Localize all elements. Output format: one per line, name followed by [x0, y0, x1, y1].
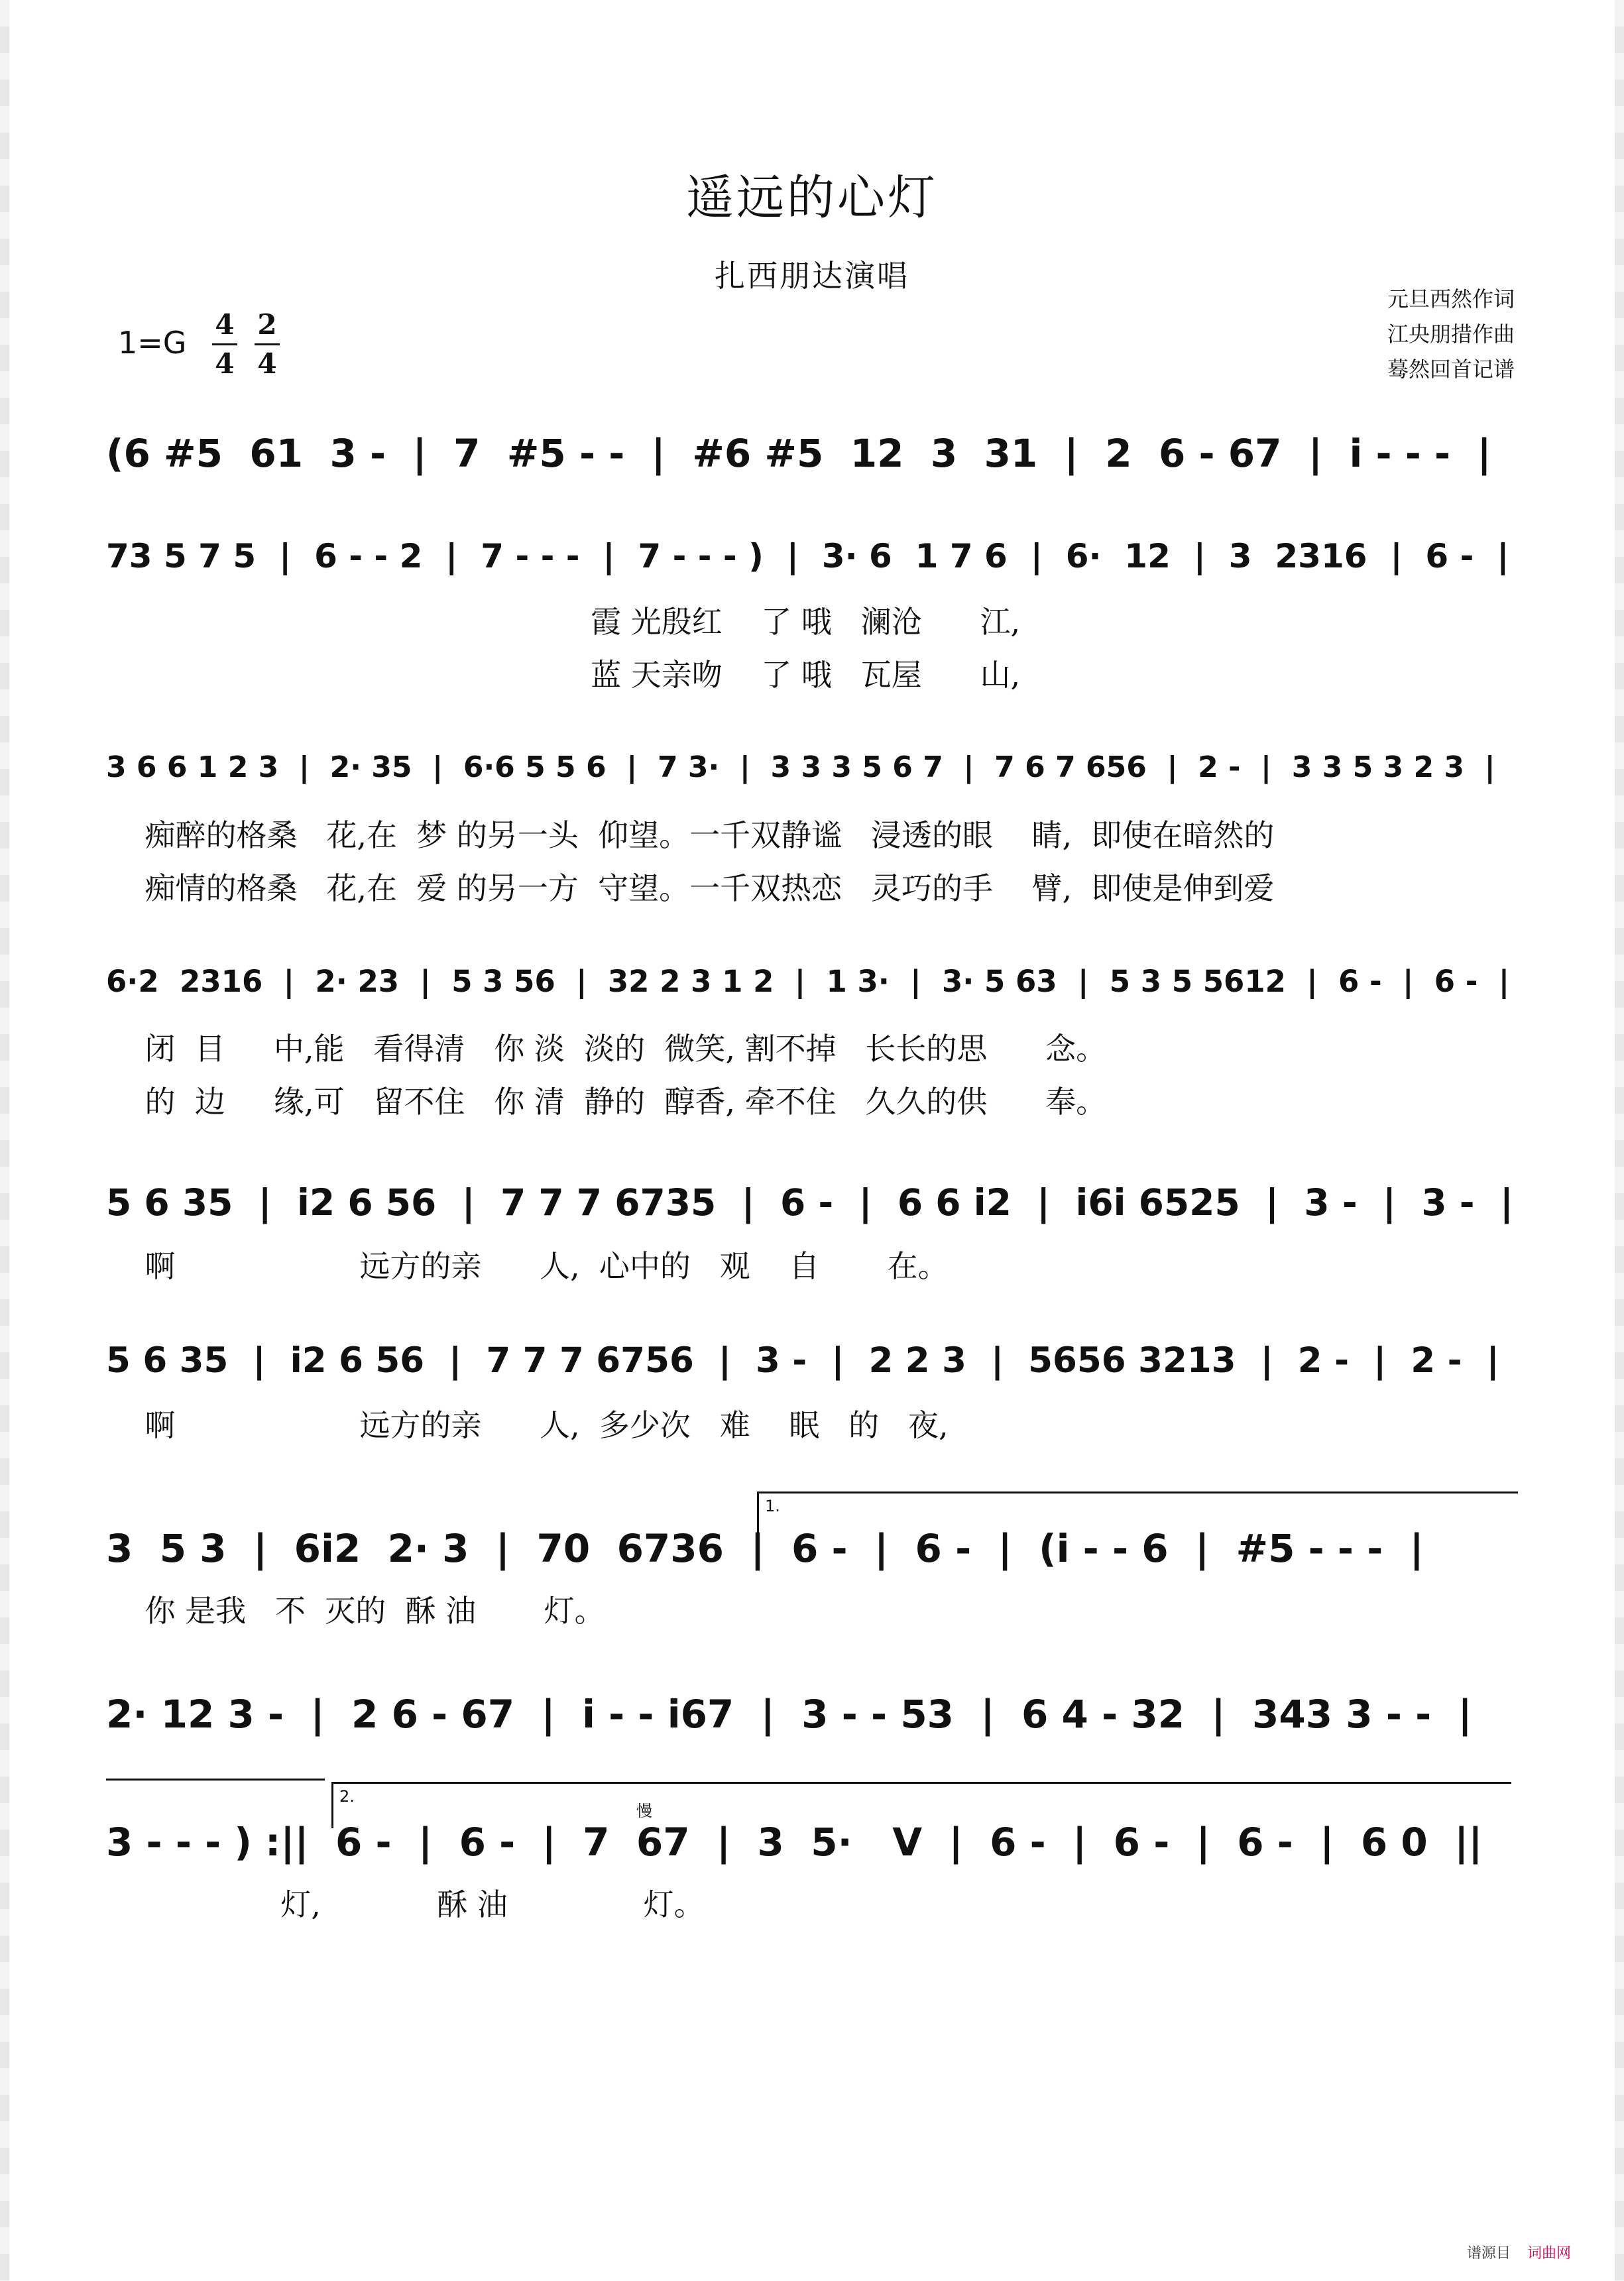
tempo-mark-slow: 慢: [636, 1802, 652, 1820]
key-signature: 1=G: [118, 325, 187, 361]
second-ending-bracket: [331, 1782, 1511, 1784]
score-system-7: [106, 1519, 1518, 1632]
lyric-text: 蓝 天亲吻 了 哦 瓦屋 山,: [145, 657, 1021, 693]
notation-line: [106, 1813, 1518, 1873]
lyric-text: 灯, 酥 油 灯。: [145, 1887, 705, 1922]
lyric-verse-2: [106, 1070, 1518, 1123]
time-sig-numerator: 2: [257, 308, 277, 341]
time-sig-denominator: 4: [215, 347, 235, 380]
lyric-verse-1: [106, 1017, 1518, 1070]
composer-credit: 江央朋措作曲: [1387, 322, 1515, 347]
first-ending-label: 1.: [765, 1497, 780, 1515]
second-ending-label: 2.: [339, 1787, 355, 1806]
singer-line: 扎西朋达演唱: [715, 258, 909, 294]
footer-site-logo: 词曲网: [1527, 2245, 1571, 2262]
lyric-verse-2: [106, 643, 1518, 696]
notation-line: [106, 1685, 1518, 1745]
first-ending-continuation: [106, 1779, 325, 1781]
notation-line: [106, 1519, 1518, 1579]
lyric-text: 痴醉的格桑 花,在 梦 的另一头 仰望。一千双静谧 浸透的眼 睛, 即使在暗然的: [145, 817, 1275, 853]
notation-line: [106, 744, 1518, 803]
page-border-left: [0, 0, 9, 2281]
lyric-verse-1: [106, 803, 1518, 856]
credits: [1387, 282, 1515, 387]
lyric-text: 霞 光殷红 了 哦 澜沧 江,: [145, 604, 1021, 640]
score-system-1: [106, 424, 1518, 484]
lyric-text: 啊 远方的亲 人, 心中的 观 自 在。: [145, 1248, 949, 1284]
notes-text: 3 5 3 | 6i2 2· 3 | 70 6736 | 6 - | 6 - | (i - - 6 | #5 - - - |: [106, 1526, 1424, 1571]
footer-source-logo: 谱源目: [1466, 2245, 1511, 2262]
lyric-text: 你 是我 不 灭的 酥 油 灯。: [145, 1593, 605, 1629]
notes-text: 3 6 6 1 2 3 | 2· 35 | 6·6 5 5 6 | 7 3· | 3 3 3 5 6 7 | 7 6 7 656 | 2 - | 3 3 5 3 2 3 |: [106, 750, 1495, 784]
lyric-text: 啊 远方的亲 人, 多少次 难 眠 的 夜,: [145, 1407, 949, 1443]
notes-text: 2· 12 3 - | 2 6 - 67 | i - - i67 | 3 - - 53 | 6 4 - 32 | 343 3 - - |: [106, 1692, 1472, 1737]
score-system-2: [106, 530, 1518, 696]
score-system-4: [106, 957, 1518, 1123]
lyric-text: 闭 目 中,能 看得清 你 淡 淡的 微笑, 割不掉 长长的思 念。: [145, 1031, 1107, 1067]
time-sig-denominator: 4: [257, 347, 277, 380]
lyric-text: 的 边 缘,可 留不住 你 清 静的 醇香, 牵不住 久久的供 奉。: [145, 1084, 1107, 1120]
first-ending-bracket: [757, 1491, 1518, 1493]
notes-text: 6·2 2316 | 2· 23 | 5 3 56 | 32 2 3 1 2 | 1 3· | 3· 5 63 | 5 3 5 5612 | 6 - | 6 - |: [106, 964, 1510, 999]
lyric-chorus: [106, 1873, 1518, 1926]
notation-line: [106, 1175, 1518, 1234]
notes-text: 5 6 35 | i2 6 56 | 7 7 7 6756 | 3 - | 2 2 3 | 5656 3213 | 2 - | 2 - |: [106, 1340, 1499, 1381]
score-system-8: [106, 1685, 1518, 1745]
transcriber-credit: 蓦然回首记谱: [1387, 357, 1515, 382]
notes-text: 3 - - - ) :|| 6 - | 6 - | 7 67 | 3 5· V | 6 - | 6 - | 6 - | 6 0 ||: [106, 1820, 1483, 1865]
notes-text: 73 5 7 5 | 6 - - 2 | 7 - - - | 7 - - - ) | 3· 6 1 7 6 | 6· 12 | 3 2316 | 6 - |: [106, 537, 1509, 575]
time-sig-numerator: 4: [215, 308, 235, 341]
time-signature-2-4: [252, 306, 282, 382]
lyric-text: 痴情的格桑 花,在 爱 的另一方 守望。一千双热恋 灵巧的手 臂, 即使是伸到爱: [145, 870, 1275, 906]
score-system-6: [106, 1334, 1518, 1446]
lyric-chorus: [106, 1579, 1518, 1632]
lyric-chorus: [106, 1234, 1518, 1287]
notation-line: [106, 957, 1518, 1017]
time-signature-4-4: [209, 306, 240, 382]
notes-text: 5 6 35 | i2 6 56 | 7 7 7 6735 | 6 - | 6 6 i2 | i6i 6525 | 3 - | 3 - |: [106, 1181, 1513, 1224]
notes-text: (6 #5 61 3 - | 7 #5 - - | #6 #5 12 3 31 | 2 6 - 67 | i - - - |: [106, 431, 1491, 476]
lyric-chorus: [106, 1393, 1518, 1446]
lyric-verse-2: [106, 856, 1518, 909]
lyricist-credit: 元旦西然作词: [1387, 286, 1515, 312]
page-border-right: [1615, 0, 1624, 2281]
lyric-verse-1: [106, 590, 1518, 643]
score-system-9: [106, 1813, 1518, 1926]
score-system-3: [106, 744, 1518, 909]
notation-line: [106, 1334, 1518, 1393]
score-system-5: [106, 1175, 1518, 1287]
notation-line: [106, 424, 1518, 484]
footer-watermark: [1467, 2242, 1571, 2262]
song-title: 遥远的心灯: [685, 170, 938, 225]
notation-line: [106, 530, 1518, 590]
